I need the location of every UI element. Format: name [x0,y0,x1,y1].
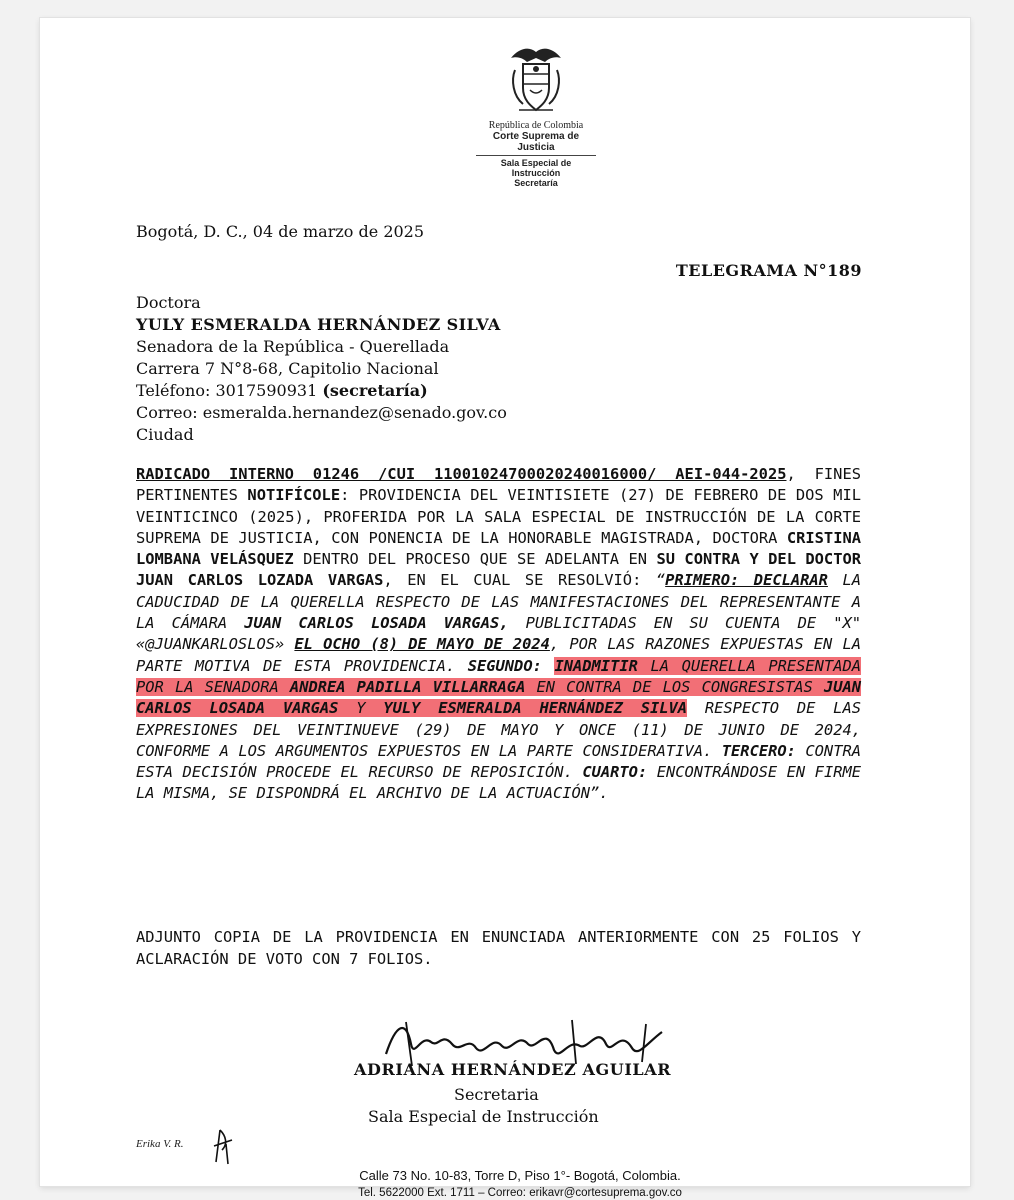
footer-contact: Tel. 5622000 Ext. 1711 – Correo: erikavr@cortesuprema.gov.co [358,1187,682,1199]
letterhead [476,40,596,188]
signer-role: Secretaria [454,1085,539,1104]
body-text: , FINES PERTINENTES [136,465,861,505]
body-text: LA CADUCIDAD DE LA QUERELLA RESPECTO DE LAS MANIFESTACIONES DEL REPRESENTANTE A LA CÁMARA [136,571,861,633]
body-text: , POR LAS RAZONES EXPUESTAS EN LA PARTE MOTIVA DE ESTA PROVIDENCIA. [136,635,861,675]
footer [40,1168,970,1199]
body-text: : PROVIDENCIA DEL VEINTISIETE (27) DE FEBRERO DE DOS MIL VEINTICINCO (2025), PROFERIDA POR LA SALA ESPECIAL DE INSTRUCCIÓN DE LA CORTE SUPREMA DE JUSTICIA, CON PONENCIA DE LA HONORABLE MAGISTRADA, DOCTORA [136,486,861,547]
letterhead-republic: República de Colombia [488,120,584,131]
body-text: PUBLICITADAS EN SU CUENTA DE "X" «@JUANKARLOSLOS» [136,614,861,654]
coat-of-arms-icon [501,40,571,118]
magistrada-name: CRISTINA LOMBANA VELÁSQUEZ [136,528,861,569]
representative-name: JUAN CARLOS LOSADA VARGAS, [244,614,509,633]
post-date: EL OCHO (8) DE MAYO DE 2024 [294,635,550,654]
recipient-email: Correo: esmeralda.hernandez@senado.gov.co [136,403,507,422]
senator-name: YULY ESMERALDA HERNÁNDEZ SILVA [383,699,688,718]
body-text: EN CONTRA DE LOS CONGRESISTAS [525,677,824,696]
recipient-city: Ciudad [136,425,194,444]
process-parties: SU CONTRA Y DEL DOCTOR JUAN CARLOS LOZADA VARGAS [136,550,861,590]
quote-open: “ [655,571,666,590]
body-text: ENCONTRÁNDOSE EN FIRME LA MISMA, SE DISPONDRÁ EL ARCHIVO DE LA ACTUACIÓN”. [136,763,862,803]
resolution-cuarto: CUARTO: [582,763,648,782]
initial-mark-icon [210,1126,236,1166]
attachment-note: ADJUNTO COPIA DE LA PROVIDENCIA EN ENUNCIADA ANTERIORMENTE CON 25 FOLIOS Y ACLARACIÓN DE VOTO CON 7 FOLIOS. [136,928,861,968]
typist-initials: Erika V. R. [136,1138,184,1150]
resolution-primero: PRIMERO: DECLARAR [665,571,828,590]
body-text: RESPECTO DE LAS EXPRESIONES DEL VEINTINUEVE (29) DE MAYO Y ONCE (11) DE JUNIO DE 2024, CONFORME A LOS ARGUMENTOS EXPUESTOS EN LA PARTE CONSIDERATIVA. [136,699,861,760]
notificole: NOTIFÍCOLE [247,486,341,505]
recipient-block [136,292,507,446]
body-text: DENTRO DEL PROCESO QUE SE ADELANTA EN [293,550,657,569]
body-text: CONTRA ESTA DECISIÓN PROCEDE EL RECURSO DE REPOSICIÓN. [136,741,861,782]
inadmitir: INADMITIR [554,656,638,675]
telegram-number: TELEGRAMA N°189 [675,261,862,280]
recipient-role: Senadora de la República - Querellada [136,337,450,356]
body-text: LA QUERELLA PRESENTADA POR LA SENADORA [136,656,861,696]
letterhead-office: Secretaría [514,178,558,188]
signer-unit: Sala Especial de Instrucción [368,1107,599,1126]
resolution-segundo: SEGUNDO: [467,656,542,675]
recipient-title: Doctora [136,293,201,312]
body-text: , EN EL CUAL SE RESOLVIÓ: [383,571,656,590]
letterhead-sala: Sala Especial de Instrucción [500,158,572,178]
recipient-address: Carrera 7 N°8-68, Capitolio Nacional [136,359,439,378]
resolution-tercero: TERCERO: [721,741,796,760]
recipient-name: YULY ESMERALDA HERNÁNDEZ SILVA [136,315,501,334]
document-date: Bogotá, D. C., 04 de marzo de 2025 [136,222,425,241]
radicado: RADICADO INTERNO 01246 /CUI 11001024700020240016000/ AEI-044-2025 [136,465,787,483]
body-text: Y [338,699,384,718]
congressman-name: JUAN CARLOS LOSADA VARGAS [136,677,861,718]
letterhead-court: Corte Suprema de Justicia [476,131,596,156]
footer-address: Calle 73 No. 10-83, Torre D, Piso 1°- Bogotá, Colombia. [359,1168,681,1183]
phone-note: (secretaría) [322,381,428,400]
notification-body [136,464,861,805]
phone-text: Teléfono: 3017590931 [136,381,323,400]
complainant-name: ANDREA PADILLA VILLARRAGA [289,677,526,696]
document-page [40,18,970,1199]
signer-name: ADRIANA HERNÁNDEZ AGUILAR [354,1060,672,1079]
recipient-phone [136,380,507,402]
